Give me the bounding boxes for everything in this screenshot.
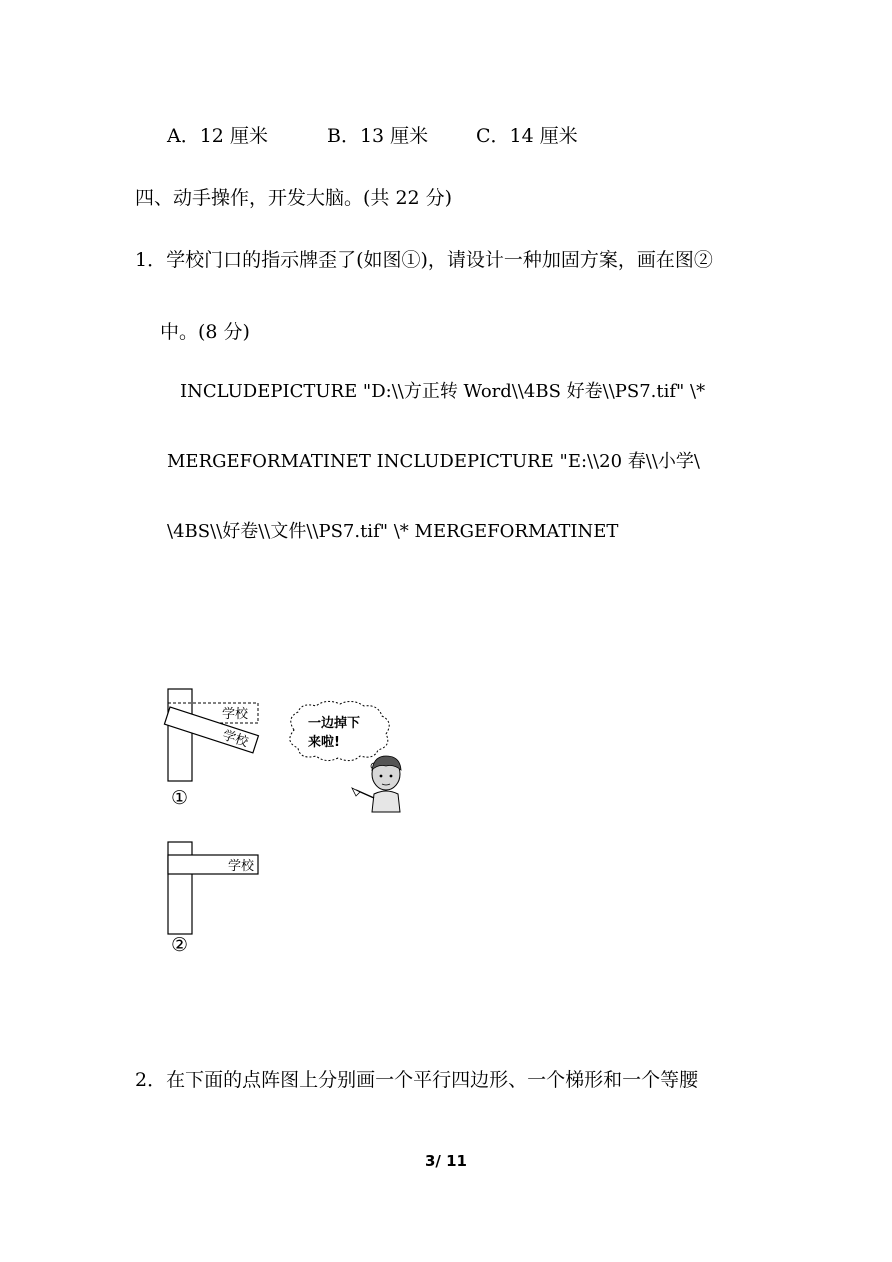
speech-bubble-drawing bbox=[282, 700, 417, 815]
figure-2-sign bbox=[160, 838, 270, 938]
original-board-label: 学校 bbox=[221, 707, 248, 722]
question-1-line-1: 1．学校门口的指示牌歪了(如图①)，请设计一种加固方案，画在图② bbox=[135, 249, 713, 271]
option-c: C．14 厘米 bbox=[476, 125, 578, 147]
figure-1-marker: ① bbox=[171, 787, 189, 809]
speech-bubble-figure bbox=[282, 700, 417, 815]
question-1-line-2: 中。(8 分) bbox=[160, 321, 250, 343]
board-2-label: 学校 bbox=[227, 859, 254, 874]
field-code-line-1: INCLUDEPICTURE "D:\\方正转 Word\\4BS 好卷\\PS7.tif" \* bbox=[180, 381, 706, 402]
figure-1-sign bbox=[160, 685, 280, 785]
page-number: 3/ 11 bbox=[424, 1152, 467, 1170]
option-b: B．13 厘米 bbox=[327, 125, 429, 147]
figure-2-marker: ② bbox=[171, 934, 189, 956]
question-2-line-1: 2．在下面的点阵图上分别画一个平行四边形、一个梯形和一个等腰 bbox=[135, 1069, 699, 1091]
upright-sign-drawing bbox=[160, 838, 270, 938]
speech-text-line-2: 来啦! bbox=[308, 735, 340, 750]
field-code-line-2: MERGEFORMATINET INCLUDEPICTURE "E:\\20 春\\小学\ bbox=[167, 451, 700, 472]
speech-cloud bbox=[290, 701, 389, 760]
field-code-line-3: \4BS\\好卷\\文件\\PS7.tif" \* MERGEFORMATINET bbox=[167, 521, 619, 542]
speech-text-line-1: 一边掉下 bbox=[308, 716, 361, 731]
section-title: 四、动手操作，开发大脑。(共 22 分) bbox=[135, 187, 453, 209]
tilted-sign-drawing bbox=[160, 685, 280, 785]
tilted-board-label: 学校 bbox=[220, 728, 250, 751]
boy-illustration bbox=[352, 756, 401, 812]
option-a: A．12 厘米 bbox=[167, 125, 268, 147]
